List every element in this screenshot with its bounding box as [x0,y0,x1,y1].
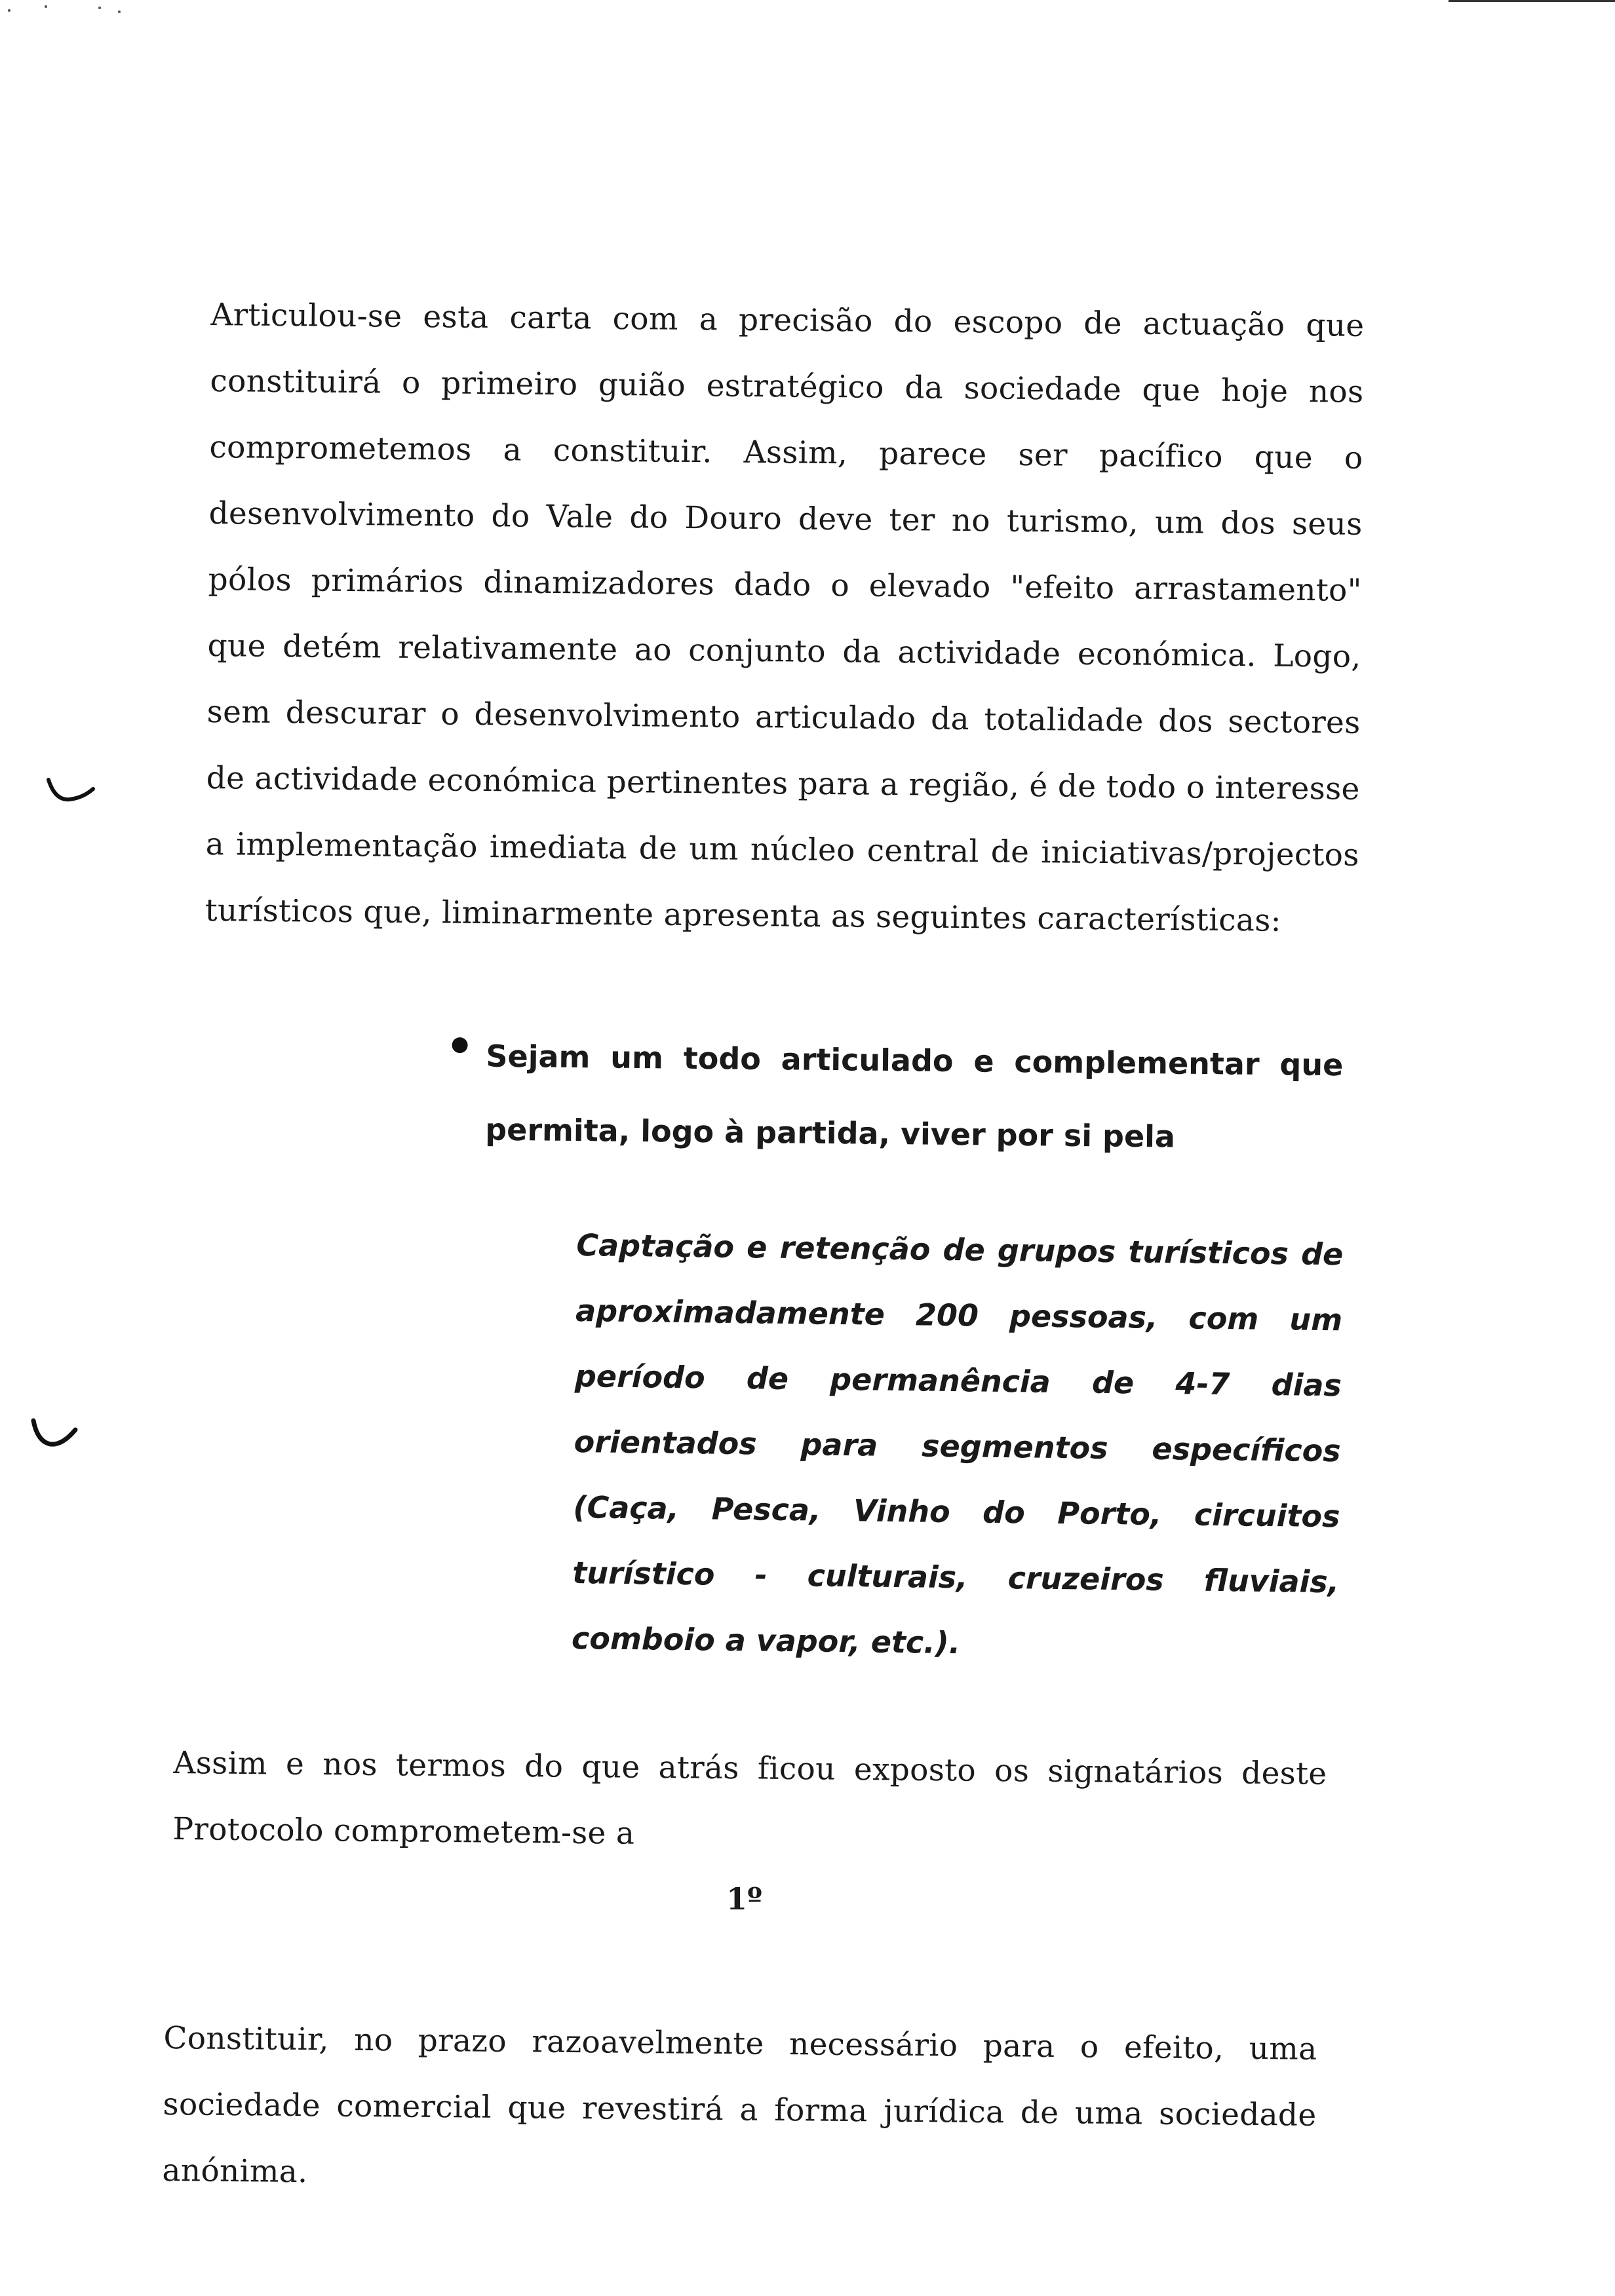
bullet-item [451,1019,1344,1175]
scan-edge-rule [1449,0,1615,2]
intro-paragraph: Articulou-se esta carta com a precisão do escopo de actuação que constituirá o primeiro guião estratégico da sociedade que hoje nos comprometemos a constituir. Assim, parece ser pacífico que o desenvolvimento do Vale do Douro deve ter no turismo, um dos seus pólos primários dinamizadores dado o elevado "efeito arrastamento" que detém relativamente ao conjunto da actividade económica. Logo, sem descurar o desenvolvimento articulado da totalidade dos sectores de actividade económica pertinentes para a região, é de todo o interesse a implementação imediata de um núcleo central de iniciativas/projectos turísticos que, liminarmente apresenta as seguintes características: [204,296,1365,939]
scan-speck [98,7,101,9]
bullet-text: Sejam um todo articulado e complementar que permita, logo à partida, viver por si pela [484,1038,1344,1155]
italic-sub-block [571,1212,1343,1680]
bullet-dot-icon [452,1037,467,1053]
margin-check-mark-icon [46,773,98,813]
margin-check-mark-icon [29,1415,82,1461]
section-number: 1º [726,1881,763,1917]
commitment-paragraph: Assim e nos termos do que atrás ficou exposto os signatários deste Protocolo comprometem-se a [172,1744,1327,1852]
italic-sub-text: Captação e retenção de grupos turísticos de aproximadamente 200 pessoas, com um período de permanência de 4-7 dias orientados para segmentos específicos (Caça, Pesca, Vinho do Porto, circuitos turístico - culturais, cruzeiros fluviais, comboio a vapor, etc.). [571,1227,1344,1661]
scan-speck [8,9,10,12]
scan-speck [118,10,121,13]
constitution-paragraph: Constituir, no prazo razoavelmente necessário para o efeito, uma sociedade comercial que revestirá a forma jurídica de uma sociedade anónima. [162,2019,1317,2191]
scan-speck [45,5,47,8]
